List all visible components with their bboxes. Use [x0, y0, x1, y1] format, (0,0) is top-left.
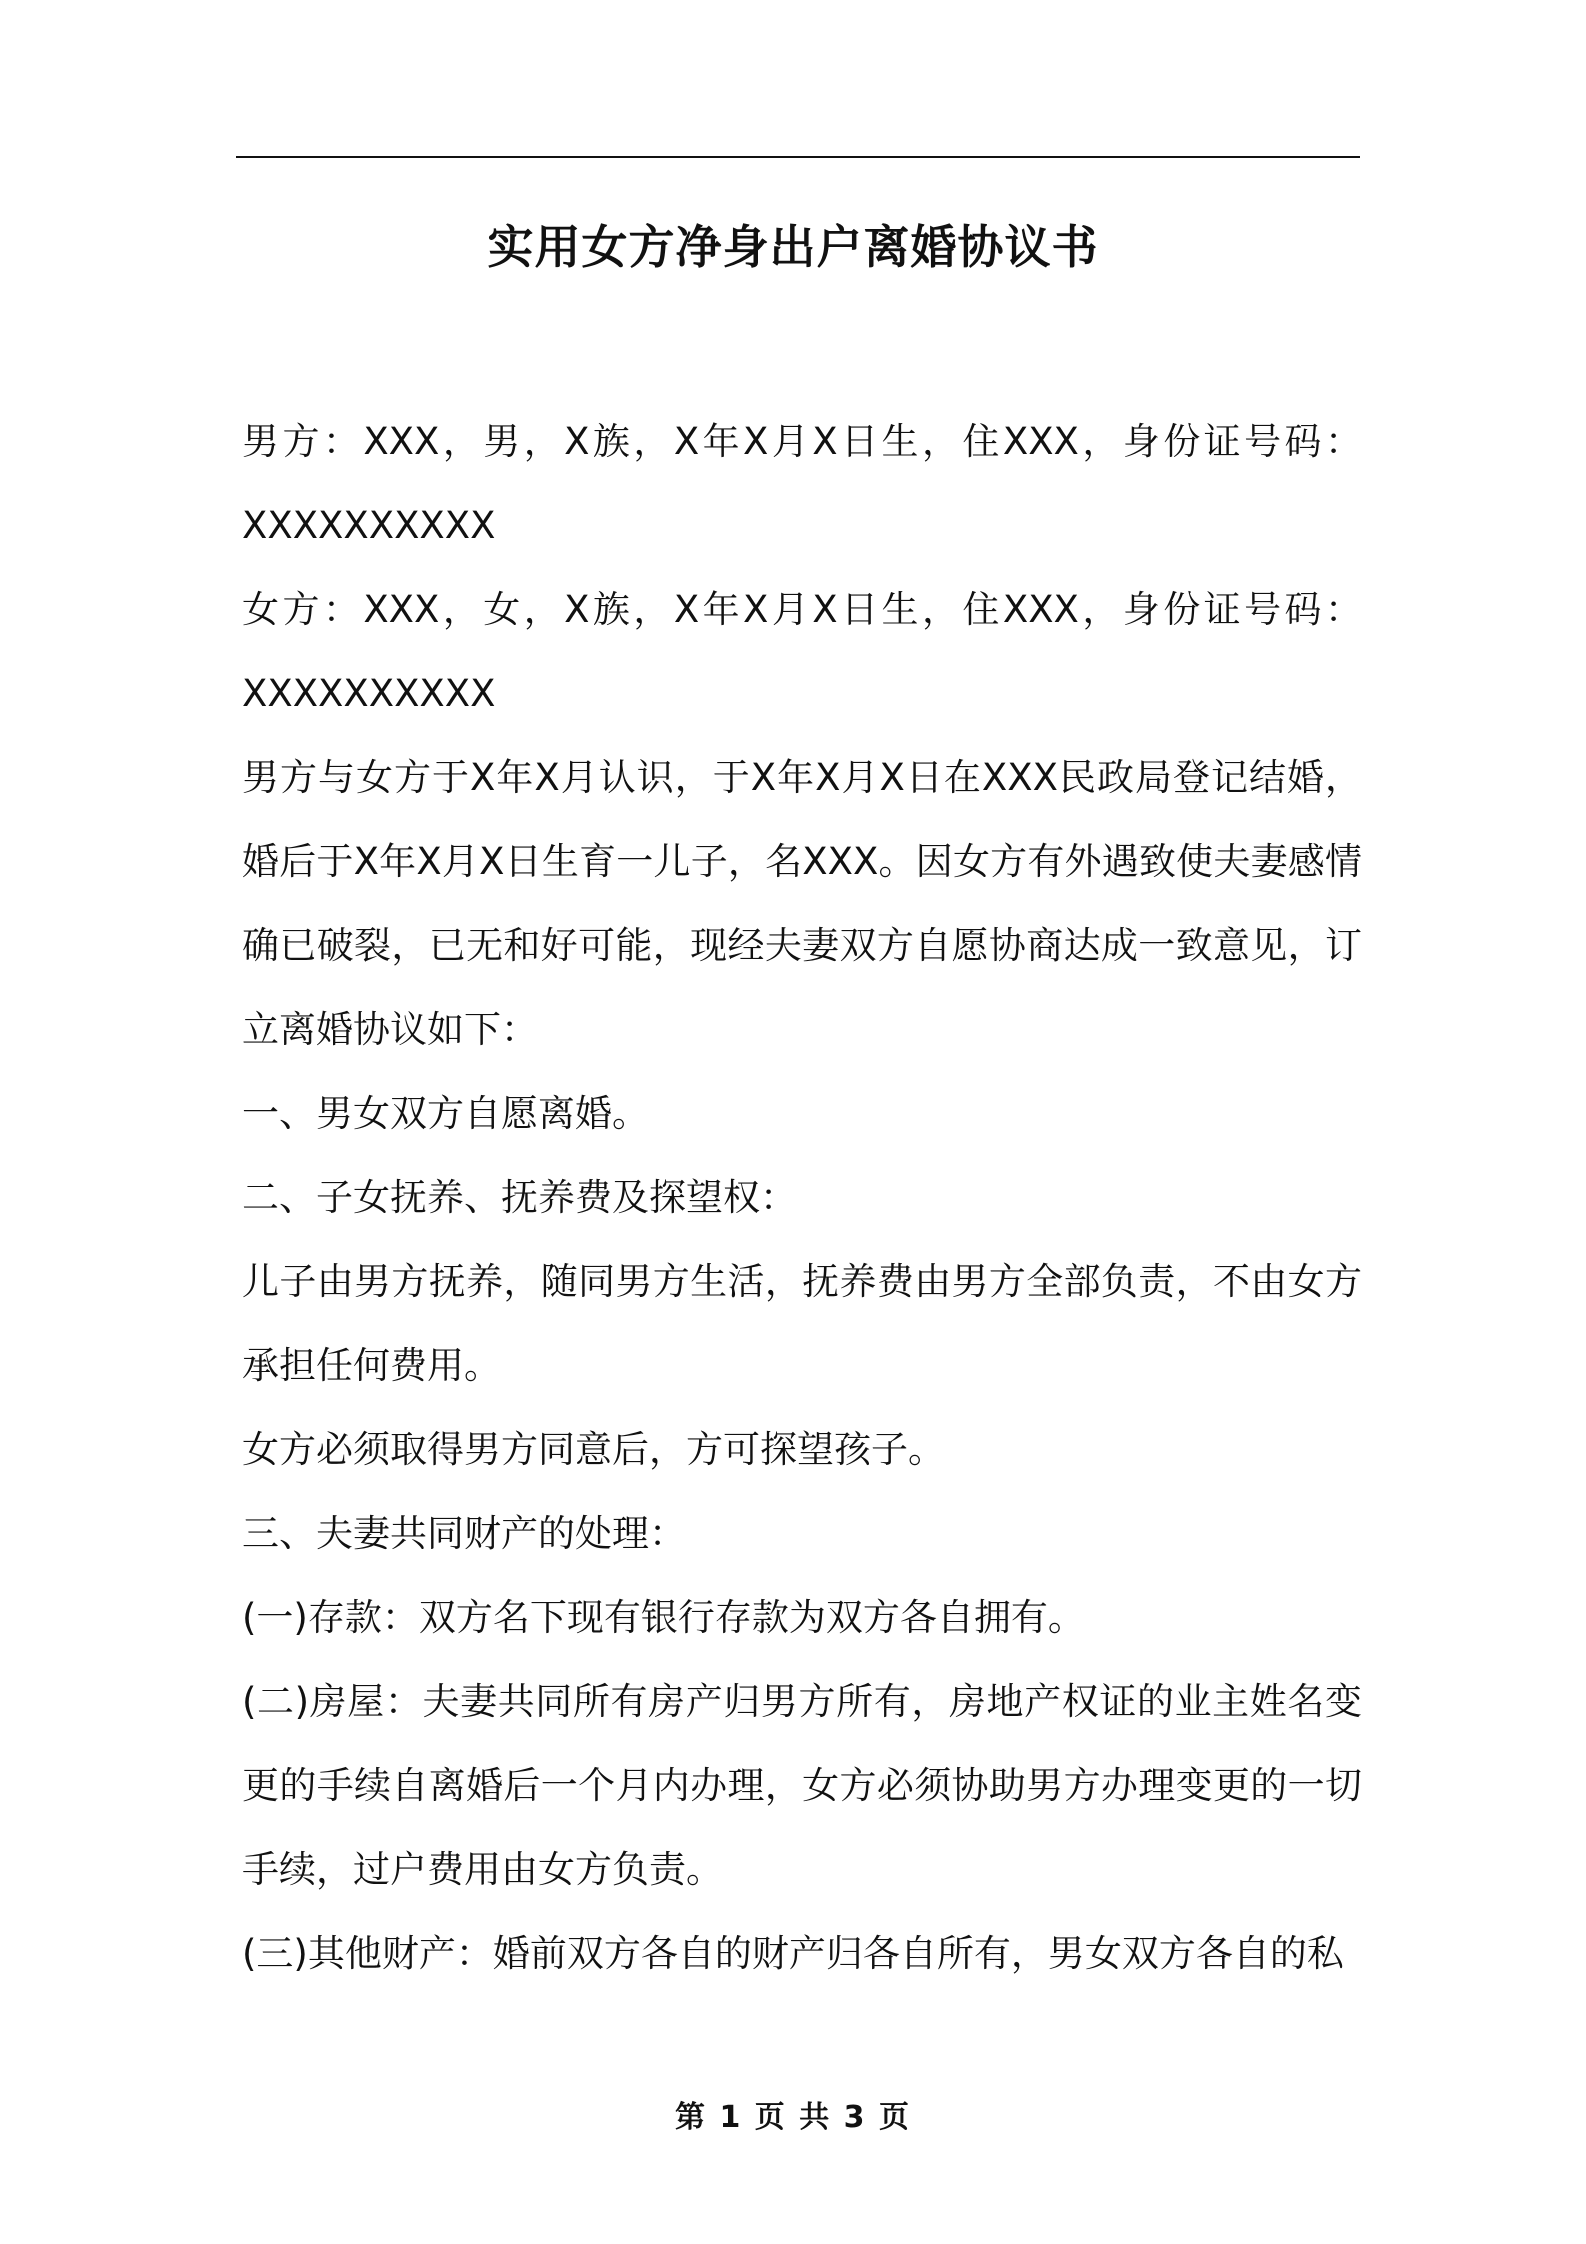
paragraph-house: (二)房屋：夫妻共同所有房产归男方所有，房地产权证的业主姓名变更的手续自离婚后一个月内办理，女方必须协助男方办理变更的一切手续，过户费用由女方负责。: [242, 1680, 1362, 1891]
header-rule: [236, 156, 1360, 158]
page-number-footer: 第 1 页 共 3 页: [675, 2100, 911, 2135]
paragraph-savings: (一)存款：双方名下现有银行存款为双方各自拥有。: [242, 1596, 1085, 1639]
paragraph-visitation: 女方必须取得男方同意后，方可探望孩子。: [242, 1428, 945, 1471]
paragraph-clause-1: 一、男女双方自愿离婚。: [242, 1092, 649, 1135]
document-body: [242, 400, 1362, 1996]
document-title: 实用女方净身出户离婚协议书: [487, 220, 1099, 274]
paragraph-male-party: 男方：XXX，男，X族，X年X月X日生，住XXX，身份证号码：XXXXXXXXXX: [242, 420, 1362, 547]
paragraph-female-party: 女方：XXX，女，X族，X年X月X日生，住XXX，身份证号码：XXXXXXXXXX: [242, 588, 1362, 715]
paragraph-background: 男方与女方于X年X月认识，于X年X月X日在XXX民政局登记结婚，婚后于X年X月X日生育一儿子，名XXX。因女方有外遇致使夫妻感情确已破裂，已无和好可能，现经夫妻双方自愿协商达成一致意见，订立离婚协议如下：: [242, 756, 1362, 1051]
paragraph-clause-2-heading: 二、子女抚养、抚养费及探望权：: [242, 1176, 797, 1219]
paragraph-clause-3-heading: 三、夫妻共同财产的处理：: [242, 1512, 686, 1555]
paragraph-other-property: (三)其他财产：婚前双方各自的财产归各自所有，男女双方各自的私: [242, 1932, 1344, 1975]
paragraph-custody: 儿子由男方抚养，随同男方生活，抚养费由男方全部负责，不由女方承担任何费用。: [242, 1260, 1362, 1387]
